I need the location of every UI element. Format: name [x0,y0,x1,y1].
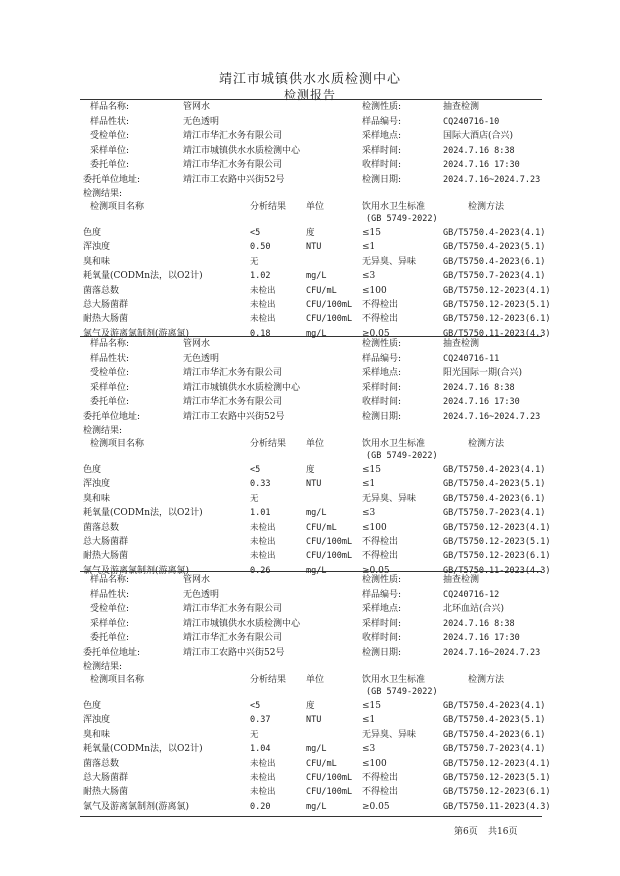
col-header-unit: 单位 [306,675,325,685]
field-label-sample-trait: 样品性状: [90,590,130,600]
field-label-test-nature: 检测性质: [362,575,402,585]
item-unit: CFU/100mL [306,314,353,324]
item-name: 色度 [83,465,102,475]
item-result: 未检出 [250,773,276,783]
field-value-sample-no: CQ240716-10 [443,117,500,127]
col-header-result: 分析结果 [250,439,287,449]
report-subtitle: 检测报告 [283,88,336,102]
item-method: GB/T5750.12-2023(4.1) [443,523,551,533]
item-standard: ≤15 [362,228,381,238]
col-header-standard-ref: (GB 5749-2022) [366,687,438,697]
item-name: 色度 [83,701,102,711]
field-label-test-nature: 检测性质: [362,339,402,349]
divider-bottom [80,816,542,817]
item-method: GB/T5750.7-2023(4.1) [443,271,546,281]
item-method: GB/T5750.4-2023(5.1) [443,479,546,489]
item-result: 无 [250,257,259,267]
field-value-client-address: 靖江市工农路中兴街52号 [183,648,285,658]
item-name: 浑浊度 [83,242,111,252]
item-method: GB/T5750.12-2023(4.1) [443,759,551,769]
field-value-client-address: 靖江市工农路中兴街52号 [183,175,285,185]
item-result: 未检出 [250,551,276,561]
field-label-client-unit: 委托单位: [90,160,130,170]
item-method: GB/T5750.12-2023(6.1) [443,551,551,561]
item-name: 耗氧量(CODMn法，以O2计) [83,271,203,281]
field-value-client-unit: 靖江市华汇水务有限公司 [183,160,283,170]
field-value-test-nature: 抽查检测 [443,575,480,585]
col-header-result: 分析结果 [250,675,287,685]
field-label-sample-no: 样品编号: [362,354,402,364]
field-label-client-address: 委托单位地址: [83,648,141,658]
item-unit: NTU [306,242,322,252]
col-header-item: 检测项目名称 [90,202,145,212]
col-header-standard: 饮用水卫生标准 [362,439,426,449]
item-standard: 无异臭、异味 [362,494,417,504]
item-result: 未检出 [250,523,276,533]
item-unit: mg/L [306,329,327,339]
item-method: GB/T5750.12-2023(5.1) [443,537,551,547]
item-standard: ≤100 [362,759,387,769]
item-result: 未检出 [250,759,276,769]
item-standard: 不得检出 [362,537,399,547]
col-header-standard: 饮用水卫生标准 [362,675,426,685]
field-value-sampling-unit: 靖江市城镇供水水质检测中心 [183,383,301,393]
item-name: 总大肠菌群 [83,773,129,783]
field-value-sample-trait: 无色透明 [183,590,220,600]
field-value-test-date: 2024.7.16~2024.7.23 [443,175,541,185]
item-result: 1.04 [250,744,271,754]
results-label: 检测结果: [83,662,123,672]
item-method: GB/T5750.4-2023(4.1) [443,701,546,711]
field-label-client-unit: 委托单位: [90,633,130,643]
item-method: GB/T5750.12-2023(5.1) [443,300,551,310]
item-method: GB/T5750.4-2023(4.1) [443,228,546,238]
item-method: GB/T5750.12-2023(5.1) [443,773,551,783]
item-standard: ≤3 [362,744,376,754]
item-unit: CFU/100mL [306,787,353,797]
item-name: 耐热大肠菌 [83,787,129,797]
field-value-sample-name: 管网水 [183,102,211,112]
results-label: 检测结果: [83,426,123,436]
field-value-sampling-unit: 靖江市城镇供水水质检测中心 [183,619,301,629]
item-name: 总大肠菌群 [83,300,129,310]
item-method: GB/T5750.12-2023(4.1) [443,286,551,296]
field-label-client-address: 委托单位地址: [83,175,141,185]
item-method: GB/T5750.7-2023(4.1) [443,744,546,754]
divider-top [80,99,542,100]
field-label-sampling-unit: 采样单位: [90,146,130,156]
field-value-client-unit: 靖江市华汇水务有限公司 [183,397,283,407]
field-label-test-date: 检测日期: [362,412,402,422]
item-result: <5 [250,465,261,475]
item-standard: 不得检出 [362,551,399,561]
item-unit: 度 [306,228,315,238]
item-name: 氯气及游离氯制剂(游离氯) [83,329,190,339]
item-name: 浑浊度 [83,715,111,725]
item-result: 未检出 [250,314,276,324]
field-label-sample-trait: 样品性状: [90,117,130,127]
item-result: 未检出 [250,537,276,547]
field-label-sample-no: 样品编号: [362,590,402,600]
page-number: 第6页 [454,827,478,837]
field-value-sample-name: 管网水 [183,575,211,585]
field-label-sampling-unit: 采样单位: [90,619,130,629]
field-value-sample-name: 管网水 [183,339,211,349]
item-result: 未检出 [250,787,276,797]
field-label-entrust-unit: 受检单位: [90,604,130,614]
col-header-method: 检测方法 [468,202,505,212]
item-method: GB/T5750.4-2023(6.1) [443,494,546,504]
item-unit: mg/L [306,271,327,281]
item-name: 菌落总数 [83,759,120,769]
item-name: 臭和味 [83,257,111,267]
item-standard: ≤15 [362,465,381,475]
item-unit: CFU/100mL [306,773,353,783]
field-label-sample-name: 样品名称: [90,575,130,585]
field-label-test-date: 检测日期: [362,648,402,658]
report-title: 靖江市城镇供水水质检测中心 [218,72,401,87]
item-standard: ≥0.05 [362,802,390,812]
field-value-test-nature: 抽查检测 [443,102,480,112]
item-standard: 不得检出 [362,314,399,324]
item-result: 0.20 [250,802,271,812]
field-label-entrust-unit: 受检单位: [90,131,130,141]
item-unit: 度 [306,465,315,475]
field-label-sample-trait: 样品性状: [90,354,130,364]
item-name: 浑浊度 [83,479,111,489]
field-value-sampling-time: 2024.7.16 8:38 [443,146,515,156]
item-standard: 不得检出 [362,787,399,797]
item-result: 无 [250,730,259,740]
item-standard: ≤1 [362,242,376,252]
page-total: 共16页 [488,827,518,837]
item-method: GB/T5750.11-2023(4.3) [443,802,551,812]
field-label-sampling-time: 采样时间: [362,383,402,393]
item-result: 0.50 [250,242,271,252]
item-name: 臭和味 [83,494,111,504]
field-value-sampling-time: 2024.7.16 8:38 [443,619,515,629]
item-name: 氯气及游离氯制剂(游离氯) [83,566,190,576]
item-name: 臭和味 [83,730,111,740]
field-label-sampling-time: 采样时间: [362,146,402,156]
field-value-test-nature: 抽查检测 [443,339,480,349]
col-header-item: 检测项目名称 [90,439,145,449]
item-unit: mg/L [306,508,327,518]
item-method: GB/T5750.4-2023(5.1) [443,715,546,725]
field-label-sampling-site: 采样地点: [362,131,402,141]
item-standard: ≤3 [362,271,376,281]
item-result: 0.33 [250,479,271,489]
field-value-receive-time: 2024.7.16 17:30 [443,633,520,643]
item-name: 色度 [83,228,102,238]
field-label-entrust-unit: 受检单位: [90,368,130,378]
item-unit: mg/L [306,744,327,754]
item-unit: mg/L [306,566,327,576]
col-header-item: 检测项目名称 [90,675,145,685]
item-standard: ≤1 [362,715,376,725]
col-header-method: 检测方法 [468,675,505,685]
item-name: 氯气及游离氯制剂(游离氯) [83,802,190,812]
item-result: 未检出 [250,286,276,296]
item-name: 耐热大肠菌 [83,314,129,324]
item-result: 0.26 [250,566,271,576]
field-value-entrust-unit: 靖江市华汇水务有限公司 [183,368,283,378]
field-value-sample-no: CQ240716-12 [443,590,500,600]
field-label-sampling-site: 采样地点: [362,604,402,614]
item-unit: CFU/100mL [306,537,353,547]
item-result: 未检出 [250,300,276,310]
item-name: 菌落总数 [83,523,120,533]
item-name: 菌落总数 [83,286,120,296]
col-header-standard: 饮用水卫生标准 [362,202,426,212]
item-name: 耗氧量(CODMn法，以O2计) [83,744,203,754]
item-name: 耗氧量(CODMn法，以O2计) [83,508,203,518]
item-name: 总大肠菌群 [83,537,129,547]
item-standard: 不得检出 [362,300,399,310]
col-header-standard-ref: (GB 5749-2022) [366,451,438,461]
field-value-sampling-time: 2024.7.16 8:38 [443,383,515,393]
field-value-test-date: 2024.7.16~2024.7.23 [443,648,541,658]
item-method: GB/T5750.12-2023(6.1) [443,787,551,797]
item-unit: CFU/mL [306,759,337,769]
field-value-sampling-site: 国际大酒店(合兴) [443,131,514,141]
item-method: GB/T5750.4-2023(5.1) [443,242,546,252]
col-header-standard-ref: (GB 5749-2022) [366,214,438,224]
item-method: GB/T5750.4-2023(6.1) [443,730,546,740]
field-label-test-date: 检测日期: [362,175,402,185]
item-unit: NTU [306,479,322,489]
item-standard: ≥0.05 [362,566,390,576]
item-standard: 无异臭、异味 [362,730,417,740]
item-result: 1.02 [250,271,271,281]
item-method: GB/T5750.12-2023(6.1) [443,314,551,324]
field-value-client-address: 靖江市工农路中兴街52号 [183,412,285,422]
field-value-sample-trait: 无色透明 [183,117,220,127]
field-value-sampling-site: 北环血站(合兴) [443,604,505,614]
item-standard: 无异臭、异味 [362,257,417,267]
field-value-receive-time: 2024.7.16 17:30 [443,397,520,407]
item-standard: ≤100 [362,286,387,296]
field-value-client-unit: 靖江市华汇水务有限公司 [183,633,283,643]
field-label-sampling-unit: 采样单位: [90,383,130,393]
field-value-sample-no: CQ240716-11 [443,354,500,364]
field-value-sampling-unit: 靖江市城镇供水水质检测中心 [183,146,301,156]
field-label-sample-no: 样品编号: [362,117,402,127]
item-standard: ≤3 [362,508,376,518]
field-label-sample-name: 样品名称: [90,102,130,112]
results-label: 检测结果: [83,189,123,199]
field-value-sampling-site: 阳光国际一期(合兴) [443,368,523,378]
item-standard: ≤100 [362,523,387,533]
item-result: <5 [250,701,261,711]
item-standard: ≤1 [362,479,376,489]
field-value-test-date: 2024.7.16~2024.7.23 [443,412,541,422]
item-unit: 度 [306,701,315,711]
item-method: GB/T5750.7-2023(4.1) [443,508,546,518]
field-label-sampling-time: 采样时间: [362,619,402,629]
item-result: 0.37 [250,715,271,725]
item-standard: ≤15 [362,701,381,711]
field-label-receive-time: 收样时间: [362,633,402,643]
col-header-method: 检测方法 [468,439,505,449]
item-unit: CFU/mL [306,523,337,533]
item-method: GB/T5750.4-2023(6.1) [443,257,546,267]
col-header-result: 分析结果 [250,202,287,212]
field-value-entrust-unit: 靖江市华汇水务有限公司 [183,131,283,141]
item-unit: NTU [306,715,322,725]
item-method: GB/T5750.11-2023(4.3) [443,566,551,576]
field-value-receive-time: 2024.7.16 17:30 [443,160,520,170]
field-label-receive-time: 收样时间: [362,397,402,407]
field-label-client-address: 委托单位地址: [83,412,141,422]
item-standard: ≥0.05 [362,329,390,339]
col-header-unit: 单位 [306,202,325,212]
item-result: 0.18 [250,329,271,339]
item-result: <5 [250,228,261,238]
item-method: GB/T5750.11-2023(4.3) [443,329,551,339]
field-value-sample-trait: 无色透明 [183,354,220,364]
item-result: 无 [250,494,259,504]
item-unit: CFU/100mL [306,551,353,561]
item-unit: mg/L [306,802,327,812]
field-label-sample-name: 样品名称: [90,339,130,349]
field-label-receive-time: 收样时间: [362,160,402,170]
item-method: GB/T5750.4-2023(4.1) [443,465,546,475]
item-standard: 不得检出 [362,773,399,783]
field-value-entrust-unit: 靖江市华汇水务有限公司 [183,604,283,614]
item-name: 耐热大肠菌 [83,551,129,561]
item-result: 1.01 [250,508,271,518]
col-header-unit: 单位 [306,439,325,449]
item-unit: CFU/mL [306,286,337,296]
item-unit: CFU/100mL [306,300,353,310]
field-label-sampling-site: 采样地点: [362,368,402,378]
field-label-test-nature: 检测性质: [362,102,402,112]
field-label-client-unit: 委托单位: [90,397,130,407]
